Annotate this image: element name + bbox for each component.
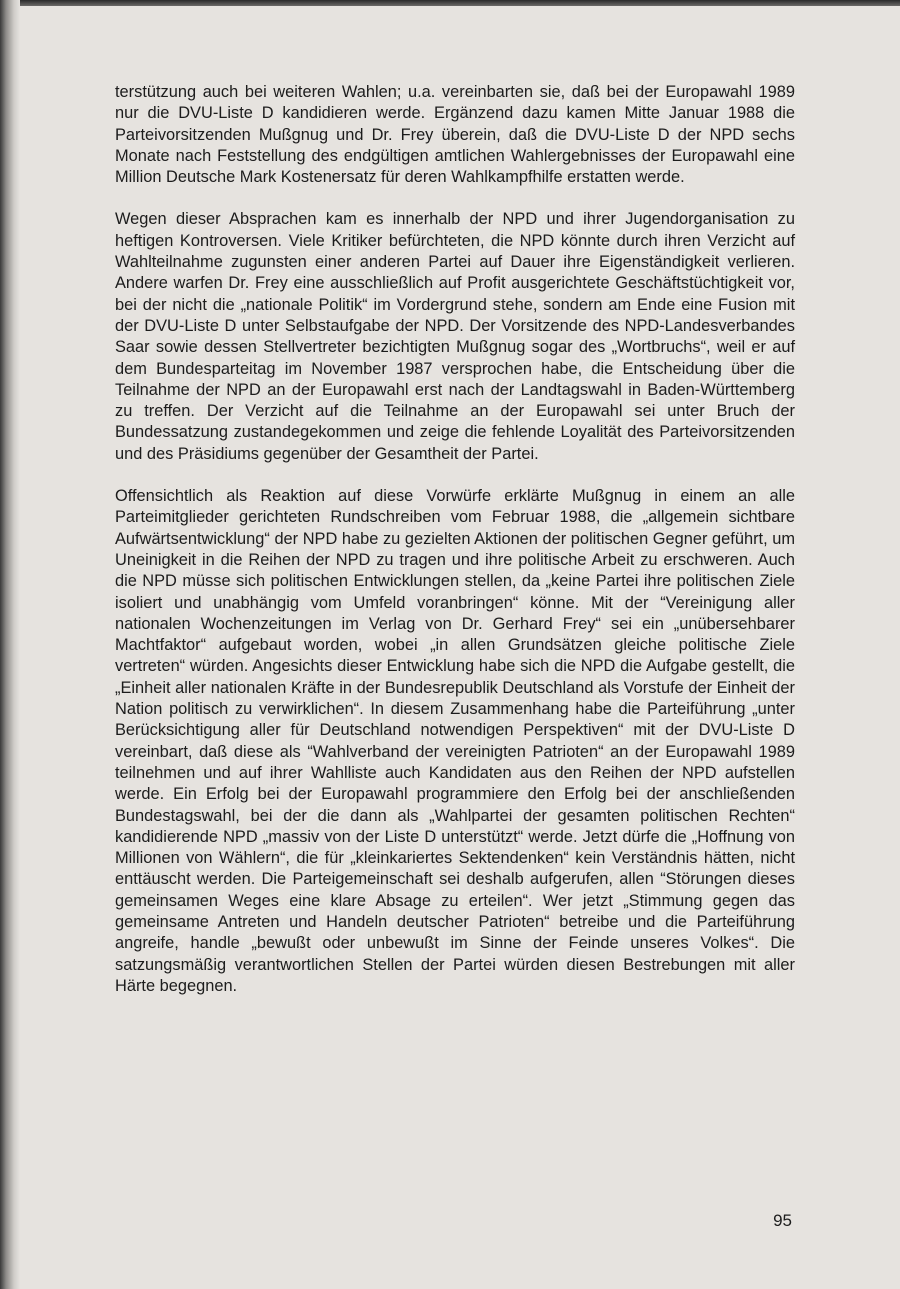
body-text [115, 82, 795, 1018]
paragraph-1: terstützung auch bei weiteren Wahlen; u.a. vereinbarten sie, daß bei der Europawahl 1989 nur die DVU-Liste D kandidieren werde. Ergänzend dazu kamen Mitte Januar 1988 die Parteivorsitzenden Mußgnug und Dr. Frey überein, daß die DVU-Liste D der NPD sechs Monate nach Feststellung des endgültigen amtlichen Wahlergebnisses der Europawahl eine Million Deutsche Mark Kostenersatz für deren Wahlkampfhilfe erstatten werde. [115, 83, 795, 187]
paragraph-2: Wegen dieser Absprachen kam es innerhalb der NPD und ihrer Jugendorganisation zu heftigen Kontroversen. Viele Kritiker befürchteten, die NPD könnte durch ihren Verzicht auf Wahlteilnahme zugunsten einer anderen Partei auf Dauer ihre Eigenständigkeit verlieren. Andere warfen Dr. Frey eine ausschließlich auf Profit ausgerichtete Geschäftstüchtigkeit vor, bei der nicht die „nationale Politik“ im Vordergrund stehe, sondern am Ende eine Fusion mit der DVU-Liste D unter Selbstaufgabe der NPD. Der Vorsitzende des NPD-Landesverbandes Saar sowie dessen Stellvertreter bezichtigten Mußgnug sogar des „Wortbruchs“, weil er auf dem Bundesparteitag im November 1987 versprochen habe, die Entscheidung über die Teilnahme der NPD an der Europawahl erst nach der Landtagswahl in Baden-Württemberg zu treffen. Der Verzicht auf die Teilnahme an der Europawahl sei unter Bruch der Bundessatzung zustandegekommen und zeige die fehlende Loyalität des Parteivorsitzenden und des Präsidiums gegenüber der Gesamtheit der Partei. [115, 210, 795, 463]
paragraph-3: Offensichtlich als Reaktion auf diese Vorwürfe erklärte Mußgnug in einem an alle Parteimitglieder gerichteten Rundschreiben vom Februar 1988, die „allgemein sichtbare Aufwärtsentwicklung“ der NPD habe zu gezielten Aktionen der politischen Gegner geführt, um Uneinigkeit in die Reihen der NPD zu tragen und ihre politische Arbeit zu erschweren. Auch die NPD müsse sich politischen Entwicklungen stellen, da „keine Partei ihre politischen Ziele isoliert und unabhängig vom Umfeld voranbringen“ könne. Mit der “Vereinigung aller nationalen Wochenzeitungen im Verlag von Dr. Gerhard Frey“ sei ein „unübersehbarer Machtfaktor“ aufgebaut worden, wobei „in allen Grundsätzen gleiche politische Ziele vertreten“ würden. Angesichts dieser Entwicklung habe sich die NPD die Aufgabe gestellt, die „Einheit aller nationalen Kräfte in der Bundesrepublik Deutschland als Vorstufe der Einheit der Nation politisch zu verwirklichen“. In diesem Zusammenhang habe die Parteiführung „unter Berücksichtigung aller für Deutschland notwendigen Perspektiven“ mit der DVU-Liste D vereinbart, daß diese als “Wahlverband der vereinigten Patrioten“ an der Europawahl 1989 teilnehmen und auf ihrer Wahlliste auch Kandidaten aus den Reihen der NPD aufstellen werde. Ein Erfolg bei der Europawahl programmiere den Erfolg bei der anschließenden Bundestagswahl, bei der die dann als „Wahlpartei der gesamten politischen Rechten“ kandidierende NPD „massiv von der Liste D unterstützt“ werde. Jetzt dürfe die „Hoffnung von Millionen von Wählern“, die für „kleinkariertes Sektendenken“ kein Verständnis hätten, nicht enttäuscht werden. Die Parteigemeinschaft sei deshalb aufgerufen, allen “Störungen dieses gemeinsamen Weges eine klare Absage zu erteilen“. Wer jetzt „Stimmung gegen das gemeinsame Antreten und Handeln deutscher Patrioten“ betreibe und die Parteiführung angreife, handle „bewußt oder unbewußt im Sinne der Feinde unseres Volkes“. Die satzungsmäßig verantwortlichen Stellen der Partei würden diesen Bestrebungen mit aller Härte begegnen. [115, 487, 795, 995]
scan-edge-left [0, 0, 20, 1289]
page-number: 95 [773, 1211, 792, 1230]
scan-edge-top [0, 0, 900, 6]
